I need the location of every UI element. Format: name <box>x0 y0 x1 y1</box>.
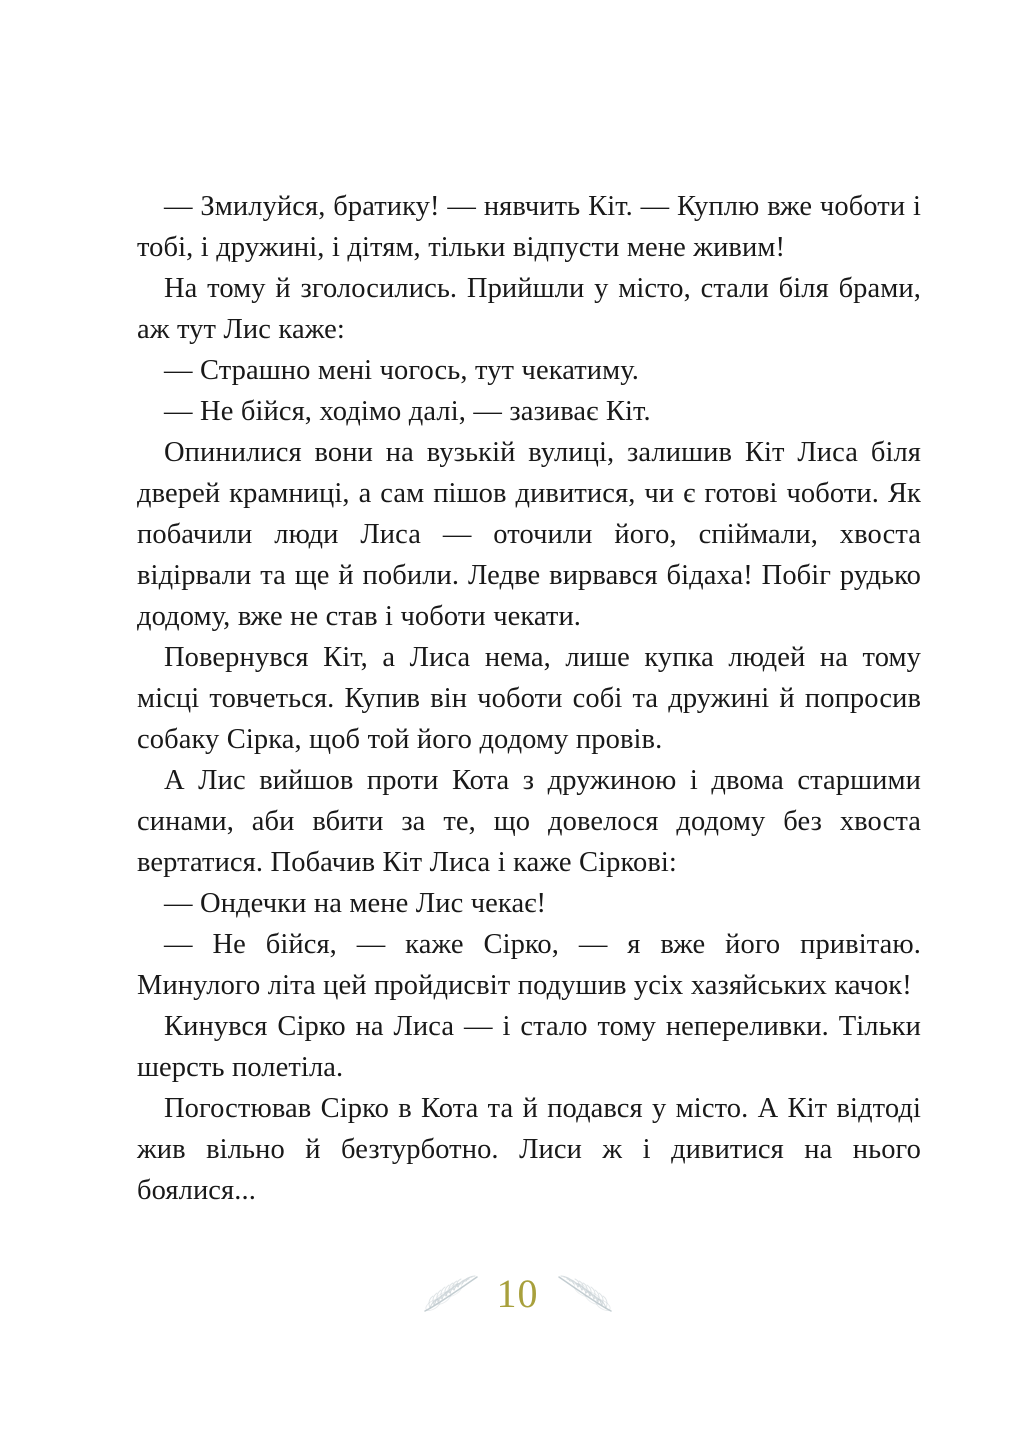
paragraph: — Ондечки на мене Лис чекає! <box>164 888 547 919</box>
paragraph: А Лис вийшов проти Кота з дружиною і двома старшими синами, аби вбити за те, що довелося додому без хвоста вертатися. Побачив Кіт Лиса і каже Сіркові: <box>137 765 921 878</box>
paragraph: — Не бійся, ходімо далі, — зазиває Кіт. <box>164 396 651 427</box>
paragraph: — Страшно мені чогось, тут чекатиму. <box>164 355 640 386</box>
page-footer <box>0 1262 1035 1326</box>
paragraph: — Змилуйся, братику! — нявчить Кіт. — Куплю вже чоботи і тобі, і дружині, і дітям, тільки відпусти мене живим! <box>137 191 921 263</box>
leaf-sprig-ornament <box>553 1272 615 1316</box>
paragraph: Опинилися вони на вузькій вулиці, залишив Кіт Лиса біля дверей крамниці, а сам пішов дивитися, чи є готові чоботи. Як побачили люди Лиса — оточили його, спіймали, хвоста відірвали та ще й побили. Ледве вирвався бідаха! Побіг рудько додому, вже не став і чоботи чекати. <box>137 437 921 632</box>
paragraph: Кинувся Сірко на Лиса — і стало тому непереливки. Тільки шерсть полетіла. <box>137 1011 921 1083</box>
leaf-sprig-ornament <box>421 1272 483 1316</box>
paragraph: Повернувся Кіт, а Лиса нема, лише купка людей на тому місці товчеться. Купив він чоботи собі та дружині й попросив собаку Сірка, щоб той його додому провів. <box>137 642 921 755</box>
page-number: 10 <box>496 1271 539 1316</box>
paragraph: На тому й зголосились. Прийшли у місто, стали біля брами, аж тут Лис каже: <box>137 273 921 345</box>
paragraph: Погостював Сірко в Кота та й подався у місто. А Кіт відтоді жив вільно й безтурботно. Лиси ж і дивитися на нього боялися... <box>137 1093 921 1206</box>
paragraph: — Не бійся, — каже Сірко, — я вже його привітаю. Минулого літа цей пройдисвіт подушив усіх хазяйських качок! <box>137 929 921 1001</box>
page-body-text <box>137 186 921 1211</box>
